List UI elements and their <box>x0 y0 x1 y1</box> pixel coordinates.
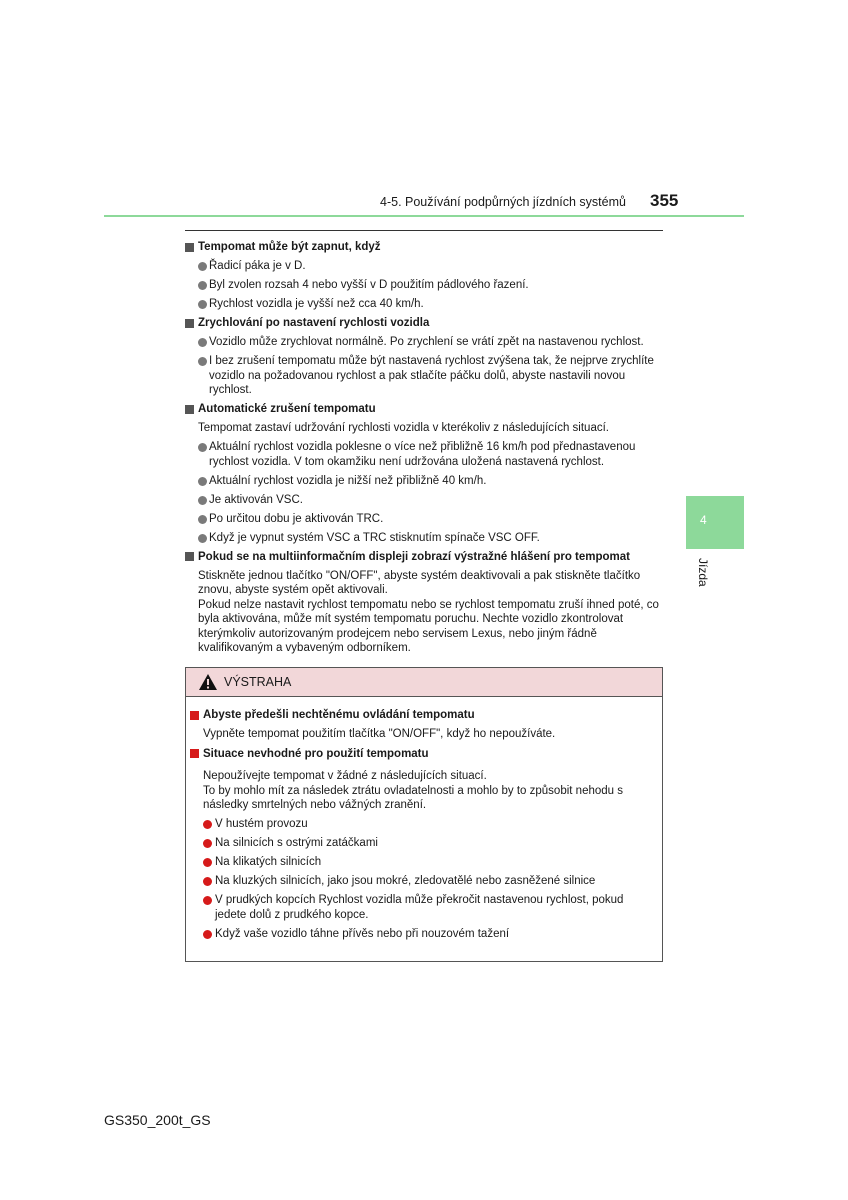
warning-list-item-text: Na silnicích s ostrými zatáčkami <box>215 837 378 849</box>
section-heading-text: Automatické zrušení tempomatu <box>198 403 376 415</box>
bullet-dot-icon <box>198 357 207 366</box>
warning-box <box>185 667 663 962</box>
section-heading-text: Tempomat může být zapnut, když <box>198 241 381 253</box>
warning-section-heading-text: Abyste předešli nechtěnému ovládání tempomatu <box>203 709 475 721</box>
paragraph: Pokud nelze nastavit rychlost tempomatu nebo se rychlost tempomatu zruší ihned poté, co byla aktivována, může mít systém tempomatu poruchu. Nechte vozidlo zkontrolovat kterýmkoliv autorizovaným prodejcem nebo servisem Lexus, nebo jiným řádně kvalifikovaným a vybaveným odborníkem. <box>198 598 659 654</box>
warning-list-item <box>190 874 654 889</box>
list-item-text: Vozidlo může zrychlovat normálně. Po zrychlení se vrátí zpět na nastavenou rychlost. <box>209 336 644 348</box>
chapter-number: 4 <box>700 513 707 527</box>
list-item <box>185 335 663 350</box>
warning-list-item-text: V hustém provozu <box>215 818 308 830</box>
list-item <box>185 278 663 293</box>
square-bullet-icon <box>185 552 194 561</box>
bullet-dot-icon <box>198 515 207 524</box>
list-item <box>185 531 663 546</box>
red-bullet-dot-icon <box>203 896 212 905</box>
section-heading-text: Pokud se na multiinformačním displeji zobrazí výstražné hlášení pro tempomat <box>198 550 630 563</box>
list-item-text: Byl zvolen rozsah 4 nebo vyšší v D použitím pádlového řazení. <box>209 279 529 291</box>
list-item-text: I bez zrušení tempomatu může být nastavená rychlost zvýšena tak, že nejprve zrychlíte vozidlo na požadovanou rychlost a pak stlačíte páčku dolů, abyste nastavili novou rychlost. <box>209 355 654 396</box>
section-heading <box>185 402 663 417</box>
square-bullet-icon <box>185 243 194 252</box>
warning-section-heading <box>190 747 654 762</box>
list-item-text: Rychlost vozidla je vyšší než cca 40 km/h. <box>209 298 424 310</box>
warning-list-item <box>190 893 654 922</box>
list-item <box>185 512 663 527</box>
list-item-text: Když je vypnut systém VSC a TRC stisknutím spínače VSC OFF. <box>209 531 540 544</box>
list-item-text: Aktuální rychlost vozidla poklesne o více než přibližně 16 km/h pod přednastavenou rychlost vozidla. V tom okamžiku není udržována uložená nastavená rychlost. <box>209 441 636 468</box>
warning-list-item-text: Když vaše vozidlo táhne přívěs nebo při nouzovém tažení <box>215 927 510 940</box>
warning-list-item-text: Na klikatých silnicích <box>215 856 322 868</box>
section-heading <box>185 550 663 565</box>
warning-section-heading-text: Situace nevhodné pro použití tempomatu <box>203 747 429 760</box>
list-item-text: Aktuální rychlost vozidla je nižší než přibližně 40 km/h. <box>209 474 487 487</box>
warning-paragraph: To by mohlo mít za následek ztrátu ovladatelnosti a mohlo by to způsobit nehodu s následky smrtelných nebo vážných zranění. <box>203 784 623 811</box>
warning-body <box>186 697 662 941</box>
paragraph: Stiskněte jednou tlačítko "ON/OFF", abyste systém deaktivovali a pak stiskněte tlačítko znovu, abyste systém opět aktivovali. <box>198 569 641 596</box>
list-item <box>185 474 663 489</box>
bullet-dot-icon <box>198 443 207 452</box>
warning-list-item-text: Na kluzkých silnicích, jako jsou mokré, zledovatělé nebo zasněžené silnice <box>215 875 596 887</box>
warning-title: VÝSTRAHA <box>224 674 292 689</box>
warning-header <box>186 668 662 697</box>
warning-paragraph: Nepoužívejte tempomat v žádné z následujících situací. <box>203 770 487 782</box>
warning-paragraph: Vypněte tempomat použitím tlačítka "ON/OFF", když ho nepoužíváte. <box>203 728 556 740</box>
list-item-text: Po určitou dobu je aktivován TRC. <box>209 512 384 525</box>
paragraph: Tempomat zastaví udržování rychlosti vozidla v kterékoliv z následujících situací. <box>198 422 609 434</box>
warning-list-item <box>190 817 654 832</box>
warning-list-item-text: V prudkých kopcích Rychlost vozidla může překročit nastavenou rychlost, pokud jedete dolů z prudkého kopce. <box>215 894 624 921</box>
bullet-dot-icon <box>198 281 207 290</box>
list-item <box>185 354 663 398</box>
list-item-text: Je aktivován VSC. <box>209 493 303 506</box>
red-bullet-dot-icon <box>203 858 212 867</box>
warning-triangle-icon <box>198 673 218 691</box>
list-item <box>185 440 663 469</box>
bullet-dot-icon <box>198 477 207 486</box>
section-acceleration <box>185 316 663 398</box>
chapter-label: Jízda <box>696 558 710 587</box>
bullet-dot-icon <box>198 338 207 347</box>
list-item <box>185 297 663 312</box>
bullet-dot-icon <box>198 534 207 543</box>
square-bullet-icon <box>185 405 194 414</box>
bullet-dot-icon <box>198 496 207 505</box>
section-title: 4-5. Používání podpůrných jízdních systémů <box>380 195 626 209</box>
warning-list-item <box>190 927 654 942</box>
list-item <box>185 493 663 508</box>
main-content <box>185 230 663 660</box>
section-heading <box>185 316 663 331</box>
bullet-dot-icon <box>198 300 207 309</box>
red-bullet-dot-icon <box>203 839 212 848</box>
red-square-bullet-icon <box>190 711 199 720</box>
red-square-bullet-icon <box>190 749 199 758</box>
bullet-dot-icon <box>198 262 207 271</box>
red-bullet-dot-icon <box>203 820 212 829</box>
section-heading <box>185 240 663 255</box>
warning-list-item <box>190 836 654 851</box>
chapter-tab <box>686 496 744 549</box>
square-bullet-icon <box>185 319 194 328</box>
section-enable-conditions <box>185 240 663 312</box>
warning-list-item <box>190 855 654 870</box>
model-code: GS350_200t_GS <box>104 1112 211 1128</box>
section-auto-cancel <box>185 402 663 545</box>
list-item <box>185 259 663 274</box>
list-item-text: Řadicí páka je v D. <box>209 260 306 272</box>
warning-section-heading <box>190 708 654 723</box>
page-number: 355 <box>650 191 679 210</box>
section-heading-text: Zrychlování po nastavení rychlosti vozidla <box>198 317 430 329</box>
header-rule <box>104 215 744 217</box>
section-warning-message <box>185 550 663 656</box>
red-bullet-dot-icon <box>203 930 212 939</box>
red-bullet-dot-icon <box>203 877 212 886</box>
